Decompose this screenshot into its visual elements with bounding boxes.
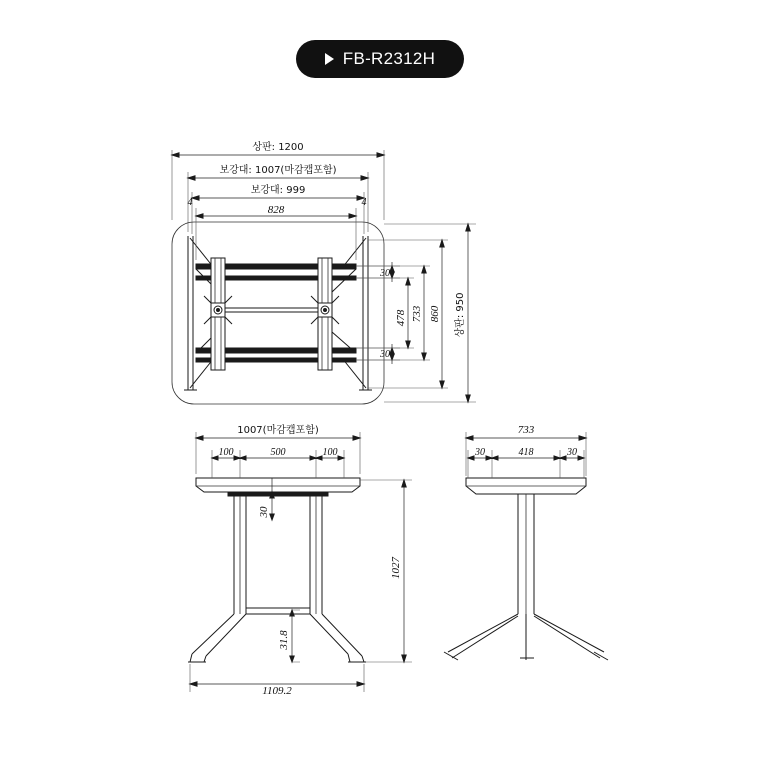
mid-connector xyxy=(225,308,318,312)
side-view-group xyxy=(444,424,608,660)
ext-brace-a xyxy=(188,172,368,232)
dim-depth-total-label: 733 xyxy=(517,424,535,436)
dim-brace-b-label: 보강대: 999 xyxy=(250,185,306,196)
dim-seg-left-label: 100 xyxy=(218,447,234,458)
dim-top-thickness-label: 30 xyxy=(258,506,270,518)
dim-inner-height-label: 478 xyxy=(395,309,407,327)
dim-depth-mid-label: 418 xyxy=(518,447,534,458)
feet-splay xyxy=(192,614,362,656)
dim-edge-right-label: 30 xyxy=(567,447,577,458)
dim-top-width-label: 상판: 1200 xyxy=(252,142,304,153)
dim-brace-a-label: 보강대: 1007(마감캡포함) xyxy=(219,165,337,176)
top-outline xyxy=(172,222,384,404)
model-code-label: FB-R2312H xyxy=(342,49,436,68)
dim-plate-depth-label: 733 xyxy=(411,305,423,323)
dim-brace-total-label: 1007(마감캡포함) xyxy=(237,425,319,436)
dim-seg-mid-label: 500 xyxy=(270,447,286,458)
dim-foot-spread-label: 1109.2 xyxy=(262,685,292,697)
front-leg-view-group xyxy=(188,423,412,697)
bottom-brace xyxy=(246,608,310,614)
foot-tips xyxy=(190,654,364,662)
tabletop-slab xyxy=(196,478,360,492)
mount-plate xyxy=(228,492,328,496)
dim-total-height-label: 1027 xyxy=(390,557,402,579)
dim-edge-left-label: 30 xyxy=(475,447,485,458)
dim-inner-width-label: 828 xyxy=(267,204,285,216)
front-view-group xyxy=(172,140,476,404)
dim-top-offset-label: 30 xyxy=(380,268,390,279)
columns xyxy=(234,496,322,614)
ext-foot-height xyxy=(292,610,300,662)
side-feet xyxy=(448,614,604,660)
column-center-lines xyxy=(240,496,316,614)
dim-left-gap-label: 4 xyxy=(187,197,193,208)
dim-top-depth-label: 상판: 950 xyxy=(455,292,466,338)
dim-right-gap-label: 4 xyxy=(361,197,367,208)
dim-frame-height-label: 860 xyxy=(429,305,441,323)
dim-seg-right-label: 100 xyxy=(322,447,338,458)
dim-foot-height-label: 31.8 xyxy=(278,630,290,650)
dim-bottom-offset-label: 30 xyxy=(380,349,390,360)
